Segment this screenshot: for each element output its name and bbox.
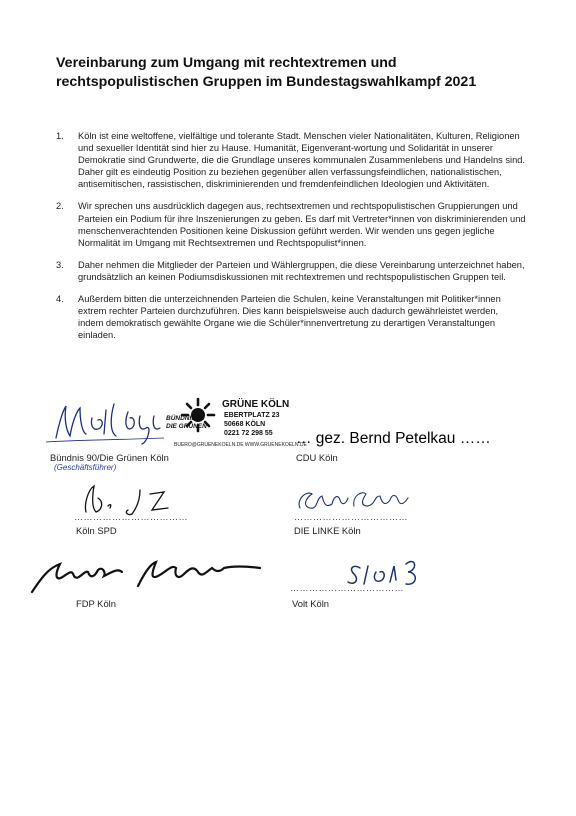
gruene-note: (Geschäftsführer) <box>54 463 117 472</box>
stamp-phone: 0221 72 298 55 <box>224 430 273 437</box>
fdp-signature <box>26 550 266 598</box>
linke-label: DIE LINKE Köln <box>294 525 361 536</box>
document-title: Vereinbarung zum Umgang mit rechtextremen und rechtspopulistischen Gruppen im Bundestagswahlkampf 2021 <box>56 55 477 90</box>
stamp-url: BUERO@GRUENEKOELN.DE WWW.GRUENEKOELN.DE <box>174 442 307 448</box>
stamp-org: GRÜNE KÖLN <box>222 399 290 410</box>
cdu-label: CDU Köln <box>296 452 338 463</box>
fdp-label: FDP Köln <box>76 598 116 609</box>
gruene-signature <box>44 398 176 450</box>
spd-label: Köln SPD <box>76 525 117 536</box>
linke-signature-line: ……………………………… <box>294 512 408 522</box>
item-number: 2. <box>56 201 64 212</box>
gruene-label: Bündnis 90/Die Grünen Köln <box>50 452 169 463</box>
item-text: Außerdem bitten die unterzeichnenden Parteien die Schulen, keine Veranstaltungen mit Politiker*innen extrem rechter Parteien durchzuführen. Dies kann beispielsweise auch dadurch gewährleistet werden, indem demokratisch gewählte Organe wie die Schüler*innenvertretung zu derartigen Veranstaltungen einladen. <box>78 294 501 341</box>
item-number: 3. <box>56 259 64 270</box>
stamp-city: 50668 KÖLN <box>224 421 266 428</box>
linke-signature <box>292 482 412 516</box>
volt-label: Volt Köln <box>292 598 330 609</box>
agreement-item <box>56 293 526 341</box>
party-stamp <box>166 397 307 453</box>
cdu-typed-signature: … gez. Bernd Petelkau …… <box>296 430 491 447</box>
agreement-item <box>56 259 526 283</box>
volt-signature-line: ……………………………… <box>290 583 404 593</box>
stamp-street: EBERTPLATZ 23 <box>224 412 280 419</box>
spd-signature-line: ……………………………… <box>74 512 188 522</box>
item-text: Daher nehmen die Mitglieder der Parteien und Wählergruppen, die diese Vereinbarung unterzeichnet haben, grundsätzlich an keinen Podiumsdiskussionen mit rechtextremen und rechtspopulistischen Gruppen teil. <box>78 259 525 282</box>
item-number: 1. <box>56 131 64 141</box>
stamp-logo-line2: DIE GRÜNEN <box>166 423 207 430</box>
agreement-item <box>56 200 526 248</box>
agreement-item <box>56 130 526 190</box>
item-text: Wir sprechen uns ausdrücklich dagegen aus, rechtsextremen und rechtspopulistischen Gruppierungen und Parteien ein Podium für ihre Inszenierungen zu geben. Es darf mit Vertreter*innen von diskriminierenden und menschenverachtenden Positionen keine Diskussion geführt werden. Wir wenden uns gegen jegliche Normalität im Umgang mit Rechtsextremen und Rechtspopulist*innen. <box>78 201 526 248</box>
item-text: Köln ist eine weltoffene, vielfältige und tolerante Stadt. Menschen vieler Nationalitäten, Kulturen, Religionen und sexueller Identität sind hier zu Hause. Humanität, Eigenverant-wortung und Solidarität in unserer Demokratie sind Grundwerte, die die Grundlage unseres kommunalen Zusammenlebens und Handelns sind. Daher gilt es eindeutig Position zu beziehen gegenüber allen verfassungsfeindlichen, nationalistischen, antisemitischen, rassistischen, diskriminierenden und fremdenfeindlichen Ideologien und Aktivitäten. <box>78 131 526 190</box>
agreement-list <box>56 130 526 351</box>
item-number: 4. <box>56 294 64 305</box>
stamp-logo-line1: BÜNDNIS 90 <box>166 415 205 422</box>
